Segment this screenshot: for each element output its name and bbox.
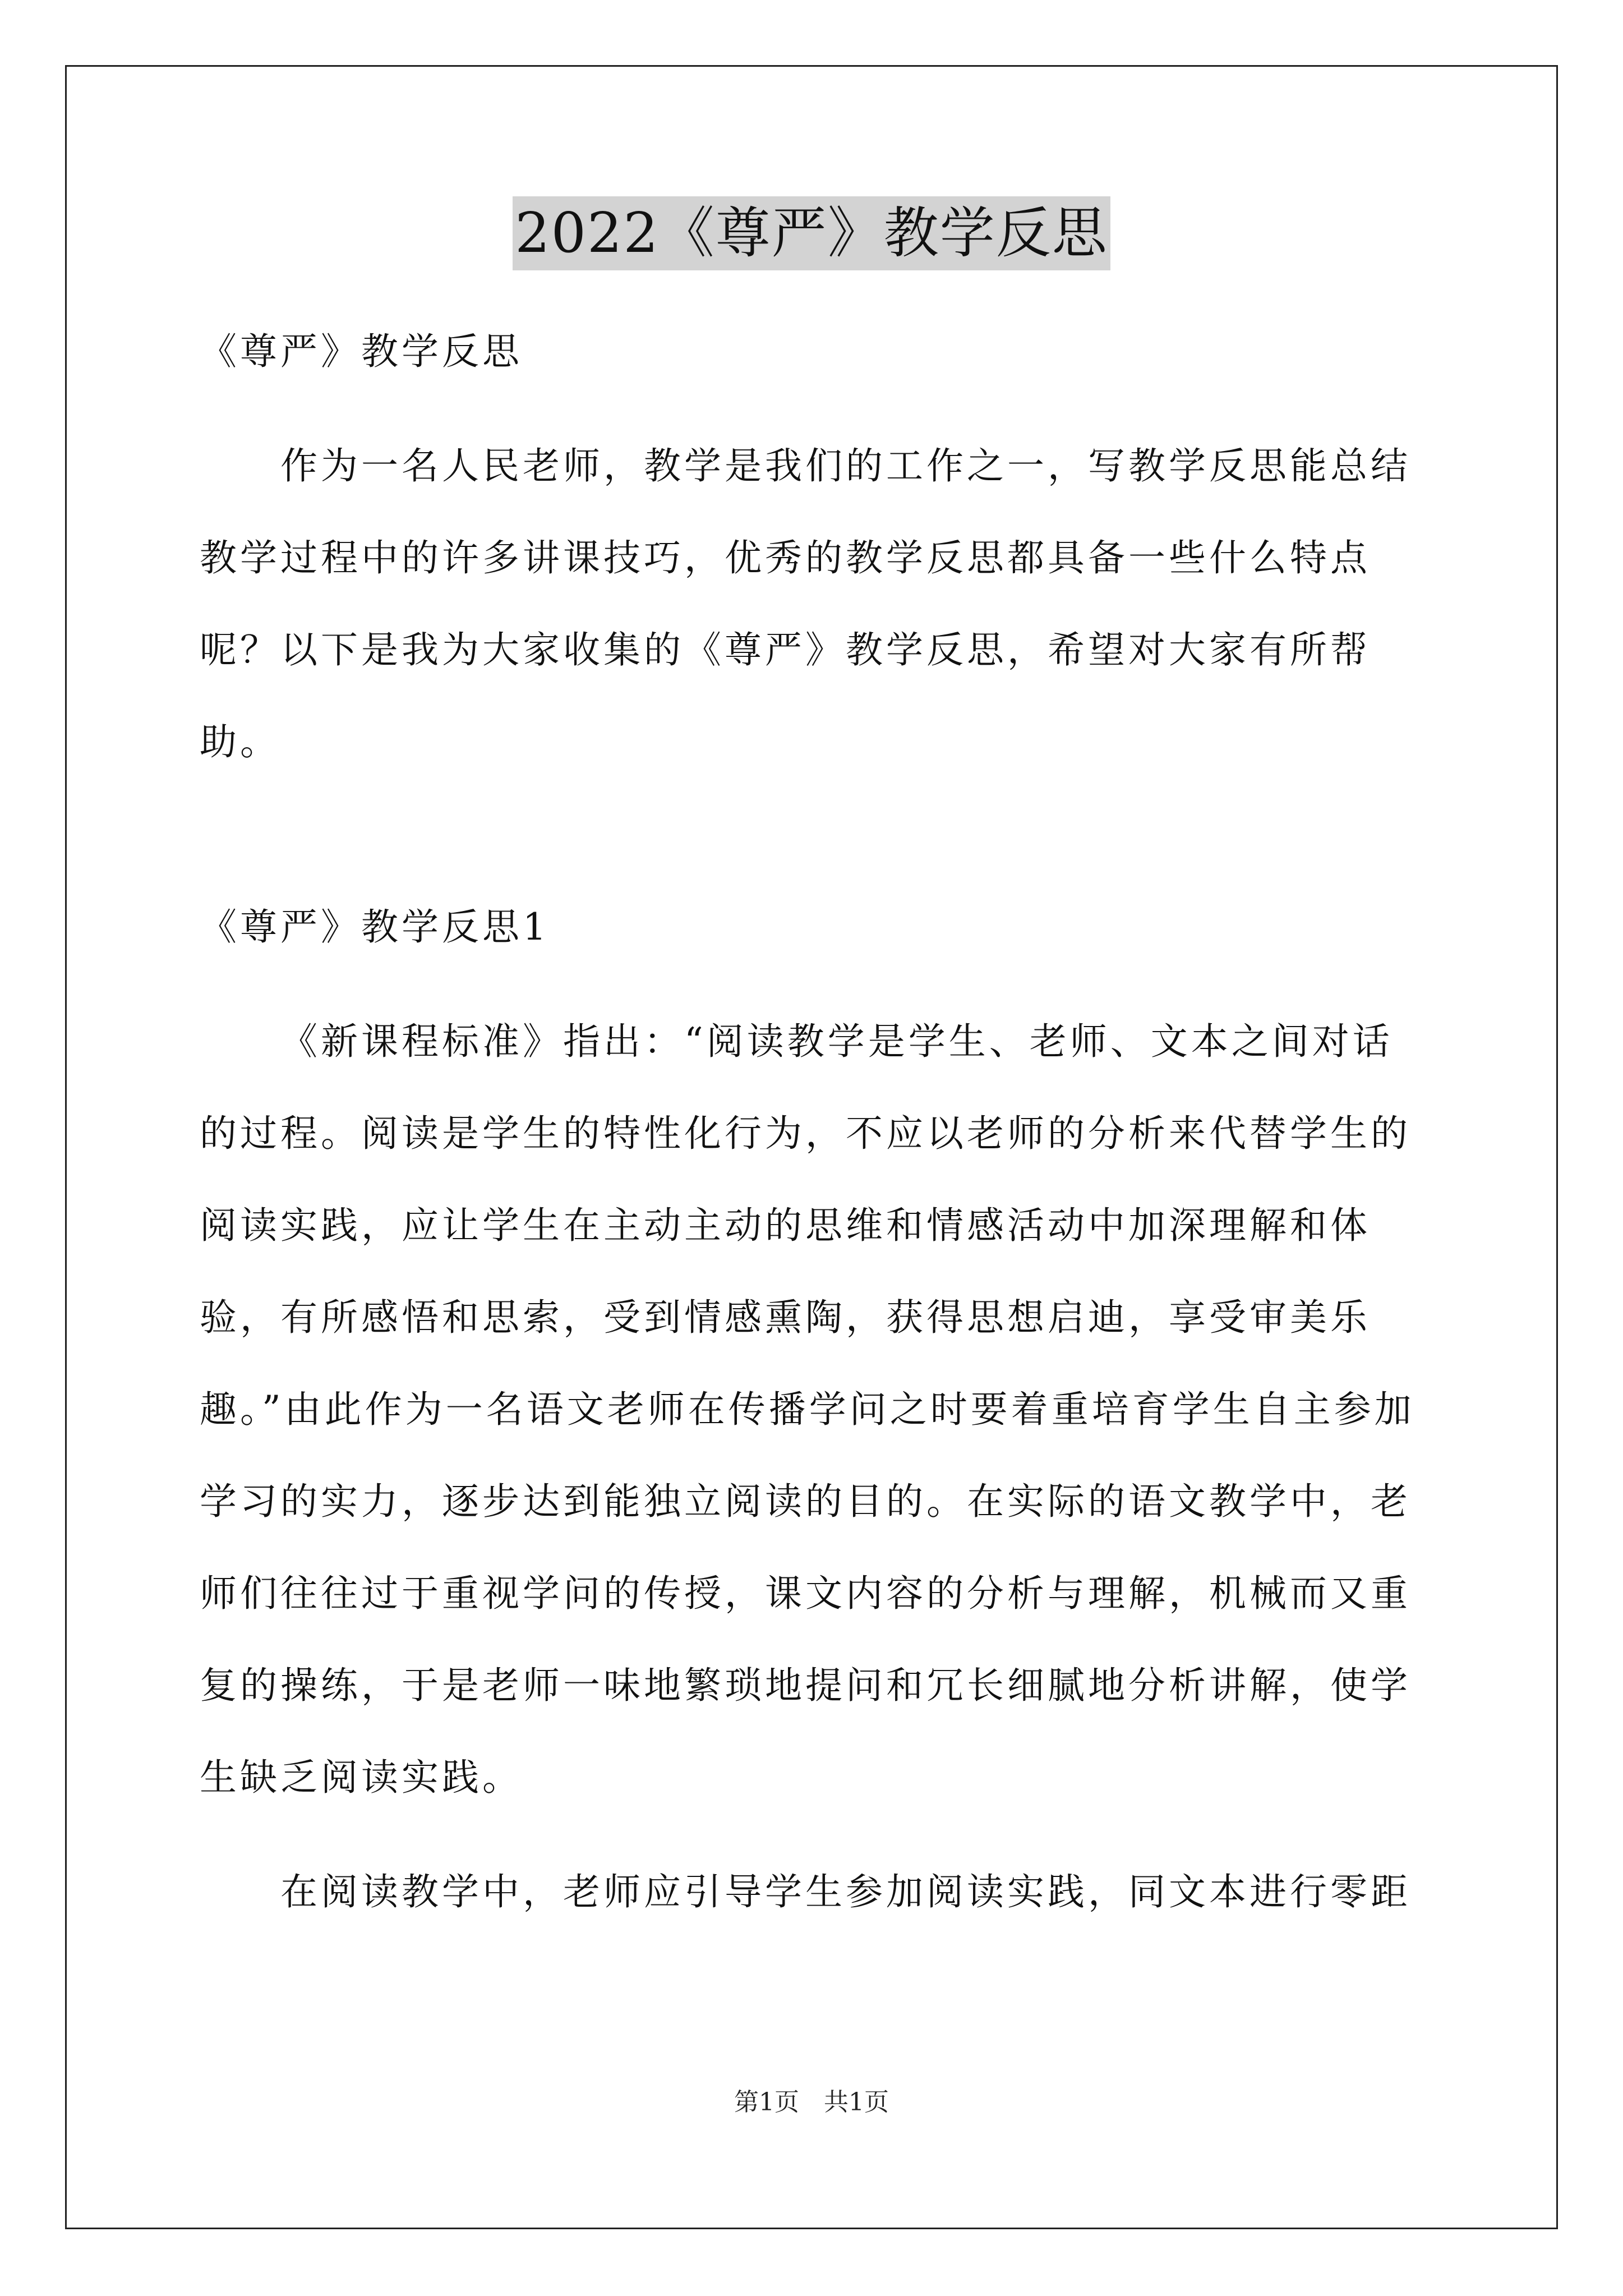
- intro-paragraph: 作为一名人民老师，教学是我们的工作之一，写教学反思能总结教学过程中的许多讲课技巧，优秀的教学反思都具备一些什么特点呢？以下是我为大家收集的《尊严》教学反思，希望对大家有所帮助。: [200, 444, 1411, 763]
- title-container: [0, 196, 1623, 270]
- section-paragraph: 在阅读教学中，老师应引导学生参加阅读实践，同文本进行零距: [280, 1870, 1411, 1913]
- page-footer: 第1页 共1页: [734, 2088, 889, 2116]
- document-body: [200, 306, 1422, 1938]
- section-heading: 《尊严》教学反思1: [200, 905, 550, 949]
- document-title: 2022《尊严》教学反思: [513, 196, 1110, 270]
- spacer: [200, 788, 1422, 881]
- document-subtitle: 《尊严》教学反思: [200, 330, 523, 373]
- spacer: [200, 398, 1422, 420]
- section-paragraph: 《新课程标准》指出：“阅读教学是学生、老师、文本之间对话的过程。阅读是学生的特性化行为，不应以老师的分析来代替学生的阅读实践，应让学生在主动主动的思维和情感活动中加深理解和体验，有所感悟和思索，受到情感熏陶，获得思想启迪，享受审美乐趣。”由此作为一名语文老师在传播学问之时要着重培育学生自主参加学习的实力，逐步达到能独立阅读的目的。在实际的语文教学中，老师们往往过于重视学问的传授，课文内容的分析与理解，机械而又重复的操练，于是老师一味地繁琐地提问和冗长细腻地分析讲解，使学生缺乏阅读实践。: [200, 1020, 1415, 1799]
- spacer: [200, 1824, 1422, 1846]
- spacer: [200, 973, 1422, 996]
